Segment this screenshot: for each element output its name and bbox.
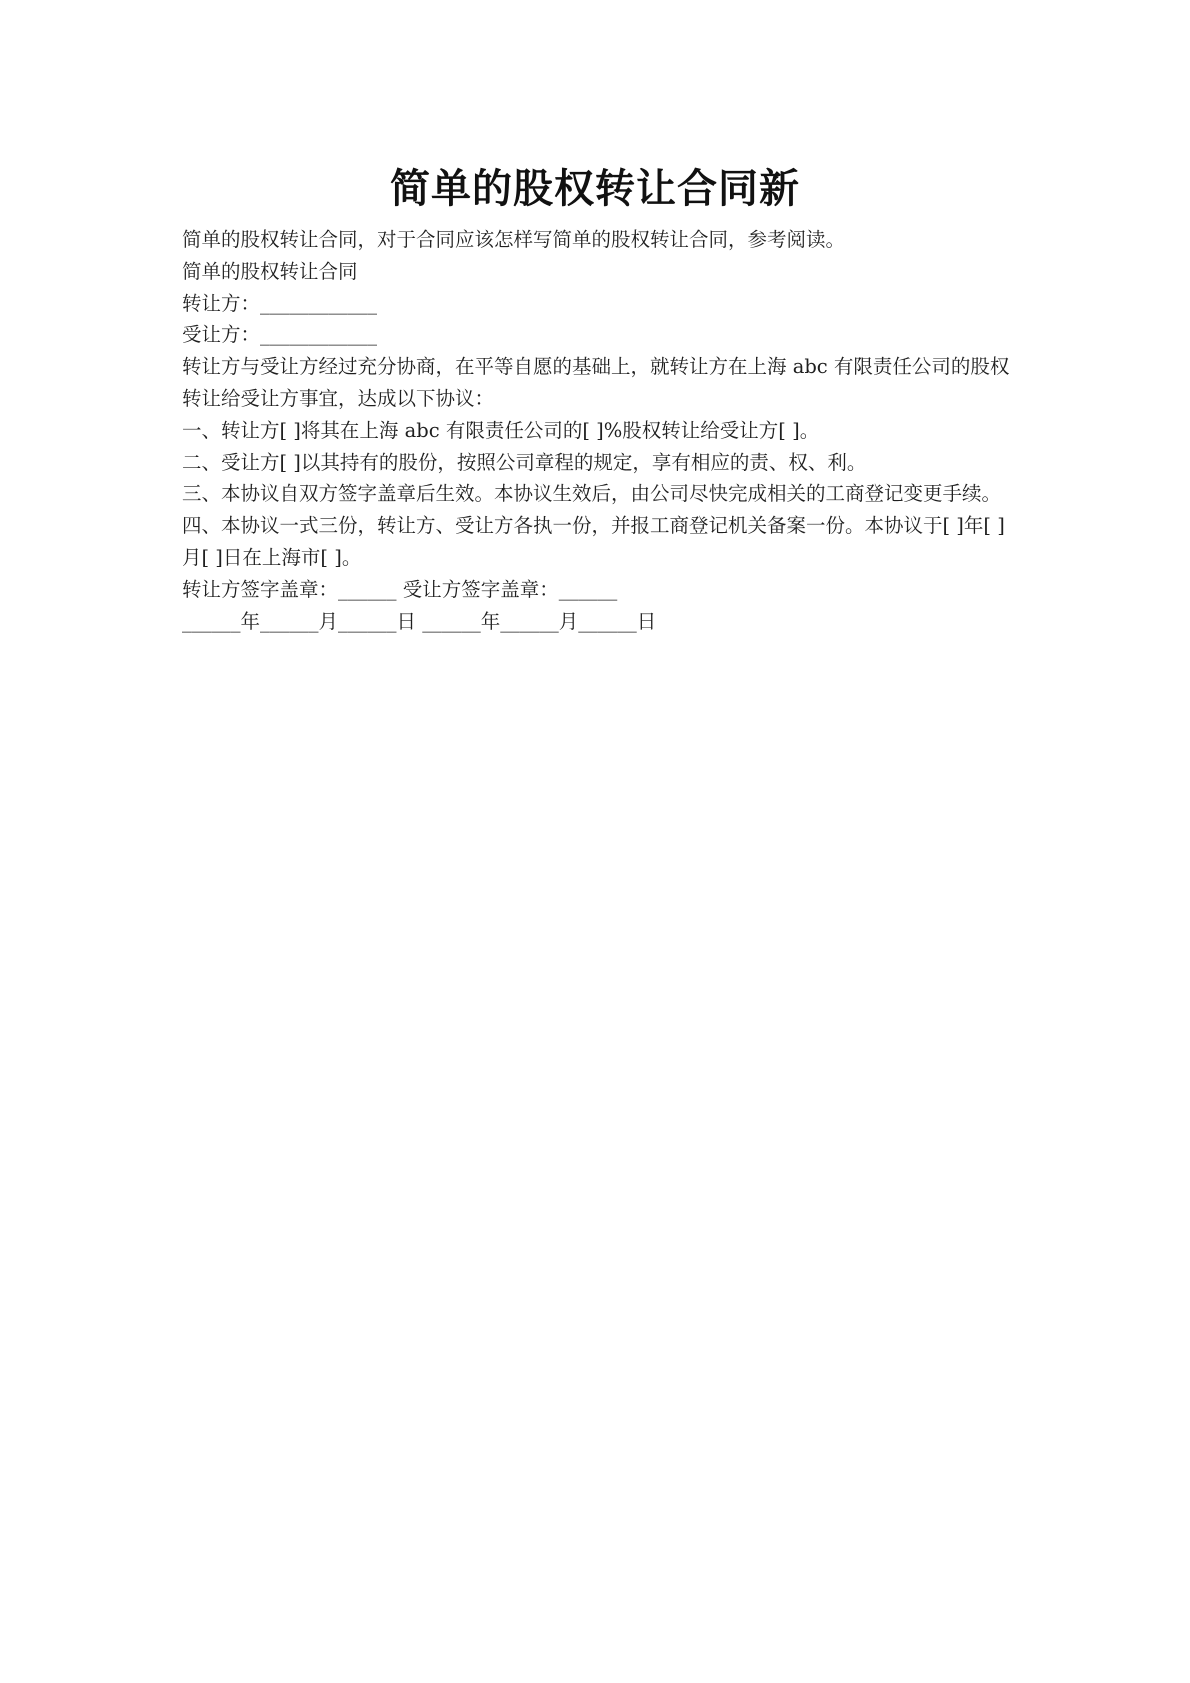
date-line: ______年______月______日 ______年______月______日 [182, 609, 657, 633]
clause-2: 二、受让方[ ]以其持有的股份，按照公司章程的规定，享有相应的责、权、利。 [182, 450, 867, 474]
clause-3: 三、本协议自双方签字盖章后生效。本协议生效后，由公司尽快完成相关的工商登记变更手续。 [182, 482, 1002, 506]
document-body [182, 224, 1018, 637]
contract-heading: 简单的股权转让合同 [182, 259, 358, 283]
clause-1: 一、转让方[ ]将其在上海 abc 有限责任公司的[ ]%股权转让给受让方[ ]。 [182, 418, 820, 442]
transferor-field: 转让方：____________ [182, 291, 378, 315]
clause-4: 四、本协议一式三份，转让方、受让方各执一份，并报工商登记机关备案一份。本协议于[ ]年[ ]月[ ]日在上海市[ ]。 [182, 514, 1005, 569]
signature-line: 转让方签字盖章：______ 受让方签字盖章：______ [182, 577, 618, 601]
preamble-paragraph: 转让方与受让方经过充分协商，在平等自愿的基础上，就转让方在上海 abc 有限责任公司的股权转让给受让方事宜，达成以下协议： [182, 355, 1010, 410]
transferee-field: 受让方：____________ [182, 323, 378, 347]
intro-paragraph: 简单的股权转让合同，对于合同应该怎样写简单的股权转让合同，参考阅读。 [182, 228, 846, 251]
document-title: 简单的股权转让合同新 [390, 166, 800, 212]
